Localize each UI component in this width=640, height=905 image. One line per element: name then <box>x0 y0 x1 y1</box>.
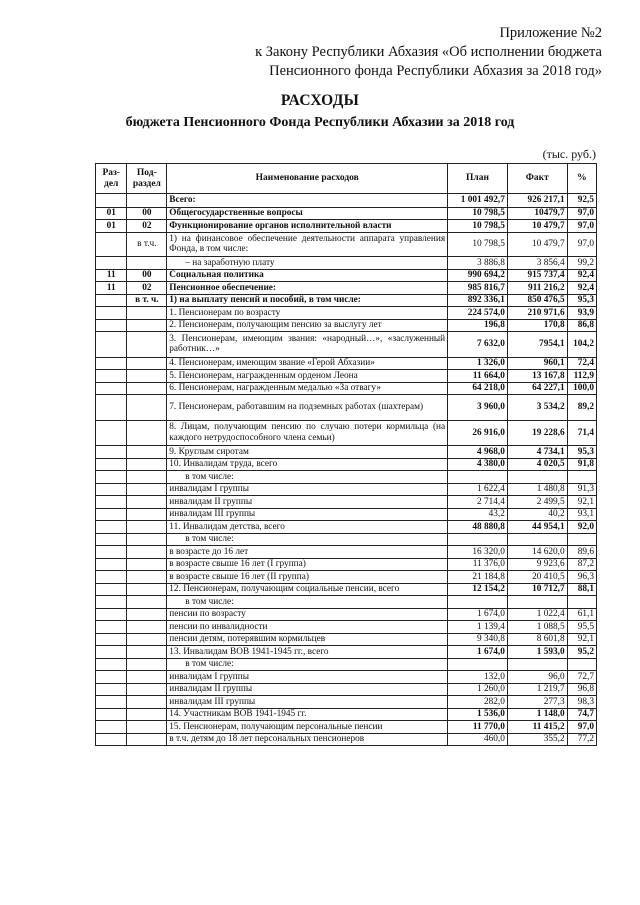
cell-percent: 97,0 <box>567 220 596 233</box>
table-row <box>96 533 597 546</box>
cell-section: 01 <box>96 220 127 233</box>
cell-subsection <box>127 583 167 596</box>
cell-percent: 92,0 <box>567 521 596 534</box>
cell-plan <box>448 533 508 546</box>
cell-percent <box>567 658 596 671</box>
cell-name: в т.ч. детям до 18 лет персональных пенсионеров <box>167 733 448 746</box>
cell-section <box>96 521 127 534</box>
cell-fact: 10479,7 <box>507 207 567 220</box>
table-row <box>96 471 597 484</box>
cell-subsection <box>127 496 167 509</box>
cell-percent: 97,0 <box>567 721 596 734</box>
cell-name: инвалидам III группы <box>167 696 448 709</box>
cell-subsection <box>127 671 167 684</box>
cell-percent: 72,7 <box>567 671 596 684</box>
cell-name: в том числе: <box>167 471 448 484</box>
cell-name: 1) на финансовое обеспечение деятельности аппарата управления Фонда, в том числе: <box>167 232 448 257</box>
cell-name: инвалидам I группы <box>167 671 448 684</box>
cell-plan: 3 886,8 <box>448 257 508 270</box>
table-row <box>96 294 597 307</box>
cell-plan: 460,0 <box>448 733 508 746</box>
cell-section <box>96 294 127 307</box>
cell-section <box>96 633 127 646</box>
cell-subsection <box>127 621 167 634</box>
cell-section <box>96 733 127 746</box>
cell-percent: 97,0 <box>567 232 596 257</box>
table-row <box>96 621 597 634</box>
cell-plan: 196,8 <box>448 319 508 332</box>
cell-section <box>96 646 127 659</box>
cell-percent: 92,1 <box>567 496 596 509</box>
table-row <box>96 646 597 659</box>
cell-section <box>96 332 127 358</box>
table-body <box>96 194 597 746</box>
cell-fact: 1 022,4 <box>507 608 567 621</box>
cell-fact: 4 020,5 <box>507 458 567 471</box>
cell-plan: 43,2 <box>448 508 508 521</box>
column-header-plan: План <box>448 164 508 194</box>
cell-name: Пенсионное обеспечение: <box>167 282 448 295</box>
cell-name: в возрасте до 16 лет <box>167 546 448 559</box>
table-row <box>96 633 597 646</box>
cell-subsection <box>127 633 167 646</box>
cell-plan: 1 260,0 <box>448 683 508 696</box>
cell-plan: 1 536,0 <box>448 708 508 721</box>
cell-section <box>96 708 127 721</box>
cell-plan: 64 218,0 <box>448 382 508 395</box>
cell-fact: 277,3 <box>507 696 567 709</box>
expenses-table <box>95 163 597 746</box>
cell-fact: 355,2 <box>507 733 567 746</box>
cell-plan: 985 816,7 <box>448 282 508 295</box>
cell-fact: 3 856,4 <box>507 257 567 270</box>
cell-percent: 97,0 <box>567 207 596 220</box>
cell-fact <box>507 533 567 546</box>
cell-name: инвалидам II группы <box>167 496 448 509</box>
cell-fact: 915 737,4 <box>507 269 567 282</box>
cell-fact: 850 476,5 <box>507 294 567 307</box>
cell-plan <box>448 596 508 609</box>
cell-name: 12. Пенсионерам, получающим социальные пенсии, всего <box>167 583 448 596</box>
cell-subsection: в т. ч. <box>127 294 167 307</box>
cell-name: – на заработную плату <box>167 257 448 270</box>
cell-percent: 96,3 <box>567 571 596 584</box>
cell-subsection <box>127 357 167 370</box>
cell-percent: 74,7 <box>567 708 596 721</box>
cell-plan: 282,0 <box>448 696 508 709</box>
cell-name: 8. Лицам, получающим пенсию по случаю потери кормильца (на каждого нетрудоспособного члена семьи) <box>167 420 448 446</box>
cell-subsection <box>127 571 167 584</box>
cell-percent: 72,4 <box>567 357 596 370</box>
cell-section <box>96 395 127 421</box>
table-row <box>96 708 597 721</box>
table-row <box>96 558 597 571</box>
cell-subsection <box>127 307 167 320</box>
cell-percent: 95,3 <box>567 446 596 459</box>
cell-plan: 4 968,0 <box>448 446 508 459</box>
cell-subsection <box>127 558 167 571</box>
cell-subsection <box>127 533 167 546</box>
cell-plan: 224 574,0 <box>448 307 508 320</box>
cell-percent: 100,0 <box>567 382 596 395</box>
cell-name: 7. Пенсионерам, работавшим на подземных работах (шахтерам) <box>167 395 448 421</box>
cell-percent: 87,2 <box>567 558 596 571</box>
cell-subsection <box>127 608 167 621</box>
cell-section <box>96 546 127 559</box>
page-title: РАСХОДЫ <box>280 92 360 109</box>
cell-fact: 926 217,1 <box>507 194 567 208</box>
cell-section <box>96 370 127 383</box>
cell-percent: 91,8 <box>567 458 596 471</box>
table-row <box>96 733 597 746</box>
cell-section: 11 <box>96 269 127 282</box>
cell-name: 11. Инвалидам детства, всего <box>167 521 448 534</box>
cell-plan: 1 622,4 <box>448 483 508 496</box>
cell-percent <box>567 471 596 484</box>
cell-name: 1. Пенсионерам по возрасту <box>167 307 448 320</box>
cell-percent: 92,4 <box>567 282 596 295</box>
table-row <box>96 370 597 383</box>
cell-fact: 11 415,2 <box>507 721 567 734</box>
cell-plan: 1 674,0 <box>448 646 508 659</box>
cell-name: пенсии детям, потерявшим кормильцев <box>167 633 448 646</box>
table-row <box>96 420 597 446</box>
table-row <box>96 521 597 534</box>
cell-plan: 9 340,8 <box>448 633 508 646</box>
cell-section <box>96 721 127 734</box>
cell-name: Социальная политика <box>167 269 448 282</box>
cell-fact: 64 227,1 <box>507 382 567 395</box>
cell-subsection <box>127 420 167 446</box>
cell-name: 1) на выплату пенсий и пособий, в том числе: <box>167 294 448 307</box>
table-row <box>96 658 597 671</box>
cell-fact: 19 228,6 <box>507 420 567 446</box>
cell-fact: 8 601,8 <box>507 633 567 646</box>
cell-plan <box>448 658 508 671</box>
table-row <box>96 446 597 459</box>
cell-percent: 91,3 <box>567 483 596 496</box>
table-row <box>96 220 597 233</box>
units-label: (тыс. руб.) <box>542 147 596 161</box>
table-row <box>96 721 597 734</box>
cell-name: инвалидам III группы <box>167 508 448 521</box>
cell-section <box>96 533 127 546</box>
cell-percent: 61,1 <box>567 608 596 621</box>
cell-section <box>96 658 127 671</box>
column-header-percent: % <box>567 164 596 194</box>
cell-percent: 93,1 <box>567 508 596 521</box>
column-header-subsection: Под-раздел <box>127 164 167 194</box>
cell-name: инвалидам I группы <box>167 483 448 496</box>
cell-fact: 9 923,6 <box>507 558 567 571</box>
cell-section <box>96 319 127 332</box>
cell-percent <box>567 596 596 609</box>
cell-plan: 1 139,4 <box>448 621 508 634</box>
cell-percent <box>567 533 596 546</box>
cell-plan: 3 960,0 <box>448 395 508 421</box>
table-row <box>96 232 597 257</box>
cell-plan: 11 664,0 <box>448 370 508 383</box>
cell-name: Всего: <box>167 194 448 208</box>
cell-subsection <box>127 471 167 484</box>
table-row <box>96 319 597 332</box>
cell-plan: 2 714,4 <box>448 496 508 509</box>
cell-fact: 14 620,0 <box>507 546 567 559</box>
cell-subsection <box>127 521 167 534</box>
cell-section <box>96 232 127 257</box>
table-row <box>96 282 597 295</box>
cell-fact: 40,2 <box>507 508 567 521</box>
cell-name: 2. Пенсионерам, получающим пенсию за выслугу лет <box>167 319 448 332</box>
cell-percent: 95,3 <box>567 294 596 307</box>
cell-plan: 7 632,0 <box>448 332 508 358</box>
cell-plan: 990 694,2 <box>448 269 508 282</box>
cell-percent: 92,4 <box>567 269 596 282</box>
cell-subsection: 00 <box>127 207 167 220</box>
cell-subsection <box>127 721 167 734</box>
cell-percent: 89,2 <box>567 395 596 421</box>
cell-section <box>96 483 127 496</box>
cell-section <box>96 558 127 571</box>
cell-name: 10. Инвалидам труда, всего <box>167 458 448 471</box>
cell-fact: 4 734,1 <box>507 446 567 459</box>
cell-fact: 1 480,8 <box>507 483 567 496</box>
cell-fact: 911 216,2 <box>507 282 567 295</box>
cell-fact: 3 534,2 <box>507 395 567 421</box>
cell-percent: 88,1 <box>567 583 596 596</box>
cell-subsection: 02 <box>127 220 167 233</box>
table-row <box>96 608 597 621</box>
table-row <box>96 696 597 709</box>
cell-subsection: 00 <box>127 269 167 282</box>
page-subtitle: бюджета Пенсионного Фонда Республики Абхазии за 2018 год <box>125 115 515 130</box>
cell-name: 6. Пенсионерам, награжденным медалью «За отвагу» <box>167 382 448 395</box>
cell-subsection <box>127 596 167 609</box>
cell-subsection <box>127 257 167 270</box>
cell-percent: 92,5 <box>567 194 596 208</box>
cell-plan: 12 154,2 <box>448 583 508 596</box>
table-row <box>96 671 597 684</box>
cell-plan: 1 674,0 <box>448 608 508 621</box>
table-row <box>96 683 597 696</box>
cell-section <box>96 696 127 709</box>
cell-section <box>96 683 127 696</box>
table-row <box>96 596 597 609</box>
cell-fact <box>507 471 567 484</box>
table-row <box>96 483 597 496</box>
cell-fact: 96,0 <box>507 671 567 684</box>
cell-fact: 1 148,0 <box>507 708 567 721</box>
column-header-fact: Факт <box>507 164 567 194</box>
cell-percent: 89,6 <box>567 546 596 559</box>
cell-percent: 104,2 <box>567 332 596 358</box>
cell-name: инвалидам II группы <box>167 683 448 696</box>
appendix-line: Пенсионного фонда Республики Абхазия за 2018 год» <box>269 63 602 79</box>
cell-name: Общегосударственные вопросы <box>167 207 448 220</box>
cell-name: в том числе: <box>167 533 448 546</box>
cell-percent: 112,9 <box>567 370 596 383</box>
cell-fact <box>507 658 567 671</box>
cell-plan: 132,0 <box>448 671 508 684</box>
cell-plan: 26 916,0 <box>448 420 508 446</box>
cell-subsection <box>127 382 167 395</box>
cell-percent: 71,4 <box>567 420 596 446</box>
cell-fact: 1 088,5 <box>507 621 567 634</box>
cell-section: 11 <box>96 282 127 295</box>
cell-section <box>96 194 127 208</box>
cell-name: в том числе: <box>167 658 448 671</box>
cell-subsection <box>127 446 167 459</box>
cell-subsection <box>127 332 167 358</box>
cell-name: 5. Пенсионерам, награжденным орденом Леона <box>167 370 448 383</box>
cell-section <box>96 307 127 320</box>
cell-subsection: в т.ч. <box>127 232 167 257</box>
table-row <box>96 583 597 596</box>
cell-subsection <box>127 708 167 721</box>
cell-fact: 7954,1 <box>507 332 567 358</box>
cell-percent: 95,5 <box>567 621 596 634</box>
cell-section <box>96 496 127 509</box>
cell-name: 4. Пенсионерам, имеющим звание «Герой Абхазии» <box>167 357 448 370</box>
cell-plan: 21 184,8 <box>448 571 508 584</box>
cell-fact: 1 593,0 <box>507 646 567 659</box>
cell-name: 13. Инвалидам ВОВ 1941-1945 гг., всего <box>167 646 448 659</box>
cell-fact: 13 167,8 <box>507 370 567 383</box>
table-row <box>96 496 597 509</box>
cell-plan <box>448 471 508 484</box>
cell-plan: 16 320,0 <box>448 546 508 559</box>
cell-subsection: 02 <box>127 282 167 295</box>
cell-plan: 10 798,5 <box>448 232 508 257</box>
cell-name: в том числе: <box>167 596 448 609</box>
cell-plan: 10 798,5 <box>448 207 508 220</box>
table-row <box>96 207 597 220</box>
cell-subsection <box>127 696 167 709</box>
table-row <box>96 269 597 282</box>
cell-subsection <box>127 483 167 496</box>
appendix-line: Приложение №2 <box>499 25 602 41</box>
cell-section <box>96 608 127 621</box>
cell-name: в возрасте свыше 16 лет (I группа) <box>167 558 448 571</box>
cell-fact: 10 479,7 <box>507 220 567 233</box>
appendix-header <box>255 24 602 81</box>
table-row <box>96 307 597 320</box>
cell-name: Функционирование органов исполнительной власти <box>167 220 448 233</box>
cell-plan: 1 001 492,7 <box>448 194 508 208</box>
column-header-name: Наименование расходов <box>167 164 448 194</box>
cell-subsection <box>127 508 167 521</box>
cell-percent: 99,2 <box>567 257 596 270</box>
cell-section <box>96 420 127 446</box>
table-row <box>96 357 597 370</box>
cell-subsection <box>127 646 167 659</box>
cell-name: 14. Участникам ВОВ 1941-1945 гг. <box>167 708 448 721</box>
cell-percent: 96,8 <box>567 683 596 696</box>
cell-plan: 1 326,0 <box>448 357 508 370</box>
cell-section <box>96 621 127 634</box>
table-row <box>96 571 597 584</box>
cell-section <box>96 471 127 484</box>
cell-subsection <box>127 194 167 208</box>
cell-subsection <box>127 458 167 471</box>
cell-fact: 10 479,7 <box>507 232 567 257</box>
table-row <box>96 257 597 270</box>
table-row <box>96 458 597 471</box>
cell-fact: 960,1 <box>507 357 567 370</box>
cell-percent: 92,1 <box>567 633 596 646</box>
cell-name: в возрасте свыше 16 лет (II группа) <box>167 571 448 584</box>
cell-fact: 10 712,7 <box>507 583 567 596</box>
cell-fact <box>507 596 567 609</box>
cell-section <box>96 583 127 596</box>
cell-section <box>96 671 127 684</box>
cell-plan: 892 336,1 <box>448 294 508 307</box>
cell-section <box>96 508 127 521</box>
cell-section <box>96 571 127 584</box>
table-row <box>96 382 597 395</box>
cell-subsection <box>127 319 167 332</box>
table-row <box>96 194 597 208</box>
cell-section <box>96 257 127 270</box>
cell-name: пенсии по возрасту <box>167 608 448 621</box>
cell-percent: 77,2 <box>567 733 596 746</box>
cell-plan: 11 770,0 <box>448 721 508 734</box>
table-row <box>96 332 597 358</box>
cell-name: 3. Пенсионерам, имеющим звания: «народный…», «заслуженный работник…» <box>167 332 448 358</box>
table-row <box>96 508 597 521</box>
cell-section <box>96 382 127 395</box>
table-header-row <box>96 164 597 194</box>
appendix-line: к Закону Республики Абхазия «Об исполнении бюджета <box>255 44 602 60</box>
cell-fact: 170,8 <box>507 319 567 332</box>
cell-section <box>96 458 127 471</box>
cell-subsection <box>127 683 167 696</box>
cell-name: 9. Круглым сиротам <box>167 446 448 459</box>
cell-fact: 1 219,7 <box>507 683 567 696</box>
table-row <box>96 546 597 559</box>
cell-name: пенсии по инвалидности <box>167 621 448 634</box>
cell-subsection <box>127 546 167 559</box>
cell-section <box>96 446 127 459</box>
cell-subsection <box>127 370 167 383</box>
cell-section <box>96 357 127 370</box>
cell-subsection <box>127 733 167 746</box>
cell-plan: 4 380,0 <box>448 458 508 471</box>
cell-percent: 95,2 <box>567 646 596 659</box>
cell-fact: 2 499,5 <box>507 496 567 509</box>
column-header-section: Раз-дел <box>96 164 127 194</box>
cell-subsection <box>127 658 167 671</box>
cell-percent: 93,9 <box>567 307 596 320</box>
cell-name: 15. Пенсионерам, получающим персональные пенсии <box>167 721 448 734</box>
cell-section <box>96 596 127 609</box>
cell-percent: 98,3 <box>567 696 596 709</box>
cell-subsection <box>127 395 167 421</box>
cell-section: 01 <box>96 207 127 220</box>
cell-plan: 10 798,5 <box>448 220 508 233</box>
cell-plan: 11 376,0 <box>448 558 508 571</box>
cell-plan: 48 880,8 <box>448 521 508 534</box>
cell-fact: 20 410,5 <box>507 571 567 584</box>
cell-percent: 86,8 <box>567 319 596 332</box>
table-row <box>96 395 597 421</box>
cell-fact: 210 971,6 <box>507 307 567 320</box>
cell-fact: 44 954,1 <box>507 521 567 534</box>
